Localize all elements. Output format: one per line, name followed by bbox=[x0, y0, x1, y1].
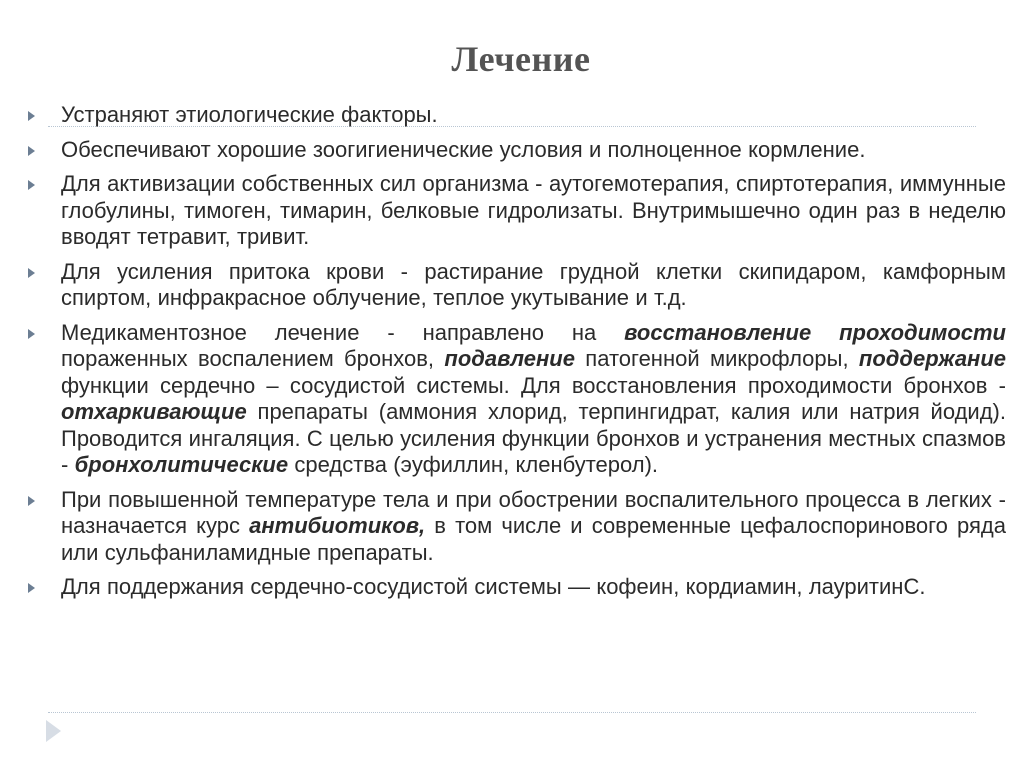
next-slide-arrow-icon[interactable] bbox=[46, 720, 61, 742]
bottom-divider bbox=[48, 712, 976, 713]
emphasized-text: антибиотиков, bbox=[249, 513, 426, 538]
list-item-text bbox=[61, 320, 1006, 479]
list-item bbox=[28, 320, 1006, 479]
text-run: препараты (аммония хлорид, терпингидрат, калия или натрия йодид). Проводится ингаляция. С целью усиления функции бронхов и устранения местных спазмов - bbox=[61, 399, 1006, 477]
list-item-text bbox=[61, 137, 1006, 164]
emphasized-text: отхаркивающие bbox=[61, 399, 247, 424]
triangle-bullet-icon bbox=[28, 268, 35, 278]
list-item-text bbox=[61, 574, 1006, 601]
text-run: При повышенной температуре тела и при обострении воспалительного процесса в легких - назначается курс bbox=[61, 486, 1006, 538]
list-item bbox=[28, 137, 1006, 164]
triangle-bullet-icon bbox=[28, 111, 35, 121]
list-item bbox=[28, 259, 1006, 312]
text-run: Устраняют этиологические факторы. bbox=[61, 102, 438, 127]
list-item bbox=[28, 574, 1006, 601]
text-run: Для активизации собственных сил организма - аутогемотерапия, спиртотерапия, иммунные глобулины, тимоген, тимарин, белковые гидролизаты. Внутримышечно один раз в неделю вводят тетравит, тривит. bbox=[61, 171, 1006, 249]
bullet-list bbox=[28, 102, 1006, 609]
text-run: Обеспечивают хорошие зоогигиенические условия и полноценное кормление. bbox=[61, 136, 866, 162]
list-item bbox=[28, 171, 1006, 251]
list-item-text bbox=[61, 171, 1006, 251]
text-run: средства (эуфиллин, кленбутерол). bbox=[288, 452, 659, 477]
triangle-bullet-icon bbox=[28, 496, 35, 506]
list-item-text bbox=[61, 102, 1006, 129]
list-item-text bbox=[61, 487, 1006, 567]
text-run: Для поддержания сердечно-сосудистой системы — кофеин, кордиамин, лауритинС. bbox=[61, 574, 926, 599]
emphasized-text: восстановление проходимости bbox=[624, 319, 1006, 345]
list-item bbox=[28, 102, 1006, 129]
triangle-bullet-icon bbox=[28, 583, 35, 593]
text-run: пораженных воспалением бронхов, bbox=[61, 346, 445, 371]
text-run: Для усиления притока крови - растирание грудной клетки скипидаром, камфорным спиртом, инфракрасное облучение, теплое укутывание и т.д. bbox=[61, 258, 1006, 310]
triangle-bullet-icon bbox=[28, 180, 35, 190]
triangle-bullet-icon bbox=[28, 329, 35, 339]
text-run: в том числе и современные цефалоспоринового ряда или сульфаниламидные препараты. bbox=[61, 513, 1006, 565]
list-item bbox=[28, 487, 1006, 567]
text-run: патогенной микрофлоры, bbox=[574, 346, 859, 371]
emphasized-text: подавление bbox=[444, 346, 575, 371]
triangle-bullet-icon bbox=[28, 146, 35, 156]
text-run: функции сердечно – сосудистой системы. Для восстановления проходимости бронхов - bbox=[61, 372, 1006, 398]
list-item-text bbox=[61, 259, 1006, 312]
emphasized-text: поддержание bbox=[858, 346, 1007, 371]
text-run: Медикаментозное лечение - направлено на bbox=[61, 319, 625, 345]
slide-title: Лечение bbox=[451, 39, 591, 79]
emphasized-text: бронхолитические bbox=[74, 452, 289, 477]
